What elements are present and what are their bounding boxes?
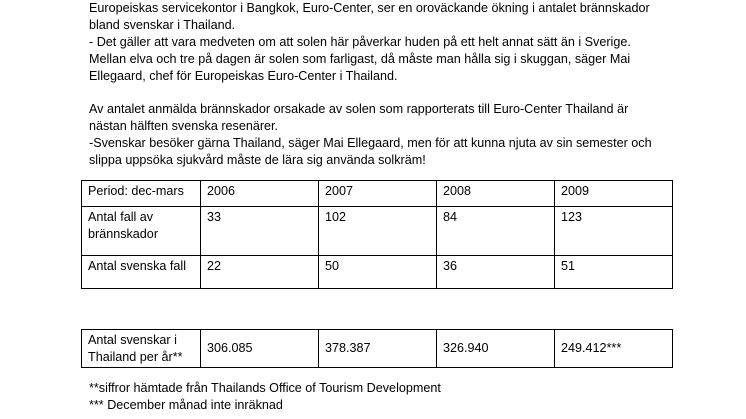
table-row bbox=[82, 256, 673, 289]
table-cell: 51 bbox=[555, 256, 673, 289]
table-cell: 33 bbox=[201, 207, 319, 256]
table-header-row bbox=[82, 181, 673, 207]
swedish-visitors-table bbox=[81, 329, 673, 368]
table-cell: 102 bbox=[319, 207, 437, 256]
table-row bbox=[82, 330, 673, 368]
header-cell: 2008 bbox=[437, 181, 555, 207]
row-label-cell: Antal svenska fall bbox=[82, 256, 201, 289]
table-cell: 249.412*** bbox=[555, 330, 673, 368]
header-cell: Period: dec-mars bbox=[82, 181, 201, 207]
burn-cases-table bbox=[81, 180, 673, 289]
table-cell: 123 bbox=[555, 207, 673, 256]
header-cell: 2006 bbox=[201, 181, 319, 207]
paragraph-statistics: Av antalet anmälda brännskador orsakade av solen som rapporterats till Euro-Center Thailand är nästan hälften svenska resenärer. -Svenskar besöker gärna Thailand, säger Mai Ellegaard, men för att kunna njuta av sin semester och slippa uppsöka sjukvård måste de lära sig använda solkräm! bbox=[89, 102, 652, 167]
header-cell: 2009 bbox=[555, 181, 673, 207]
footnote-source: **siffror hämtade från Thailands Office of Tourism Development bbox=[89, 381, 441, 395]
table-cell: 36 bbox=[437, 256, 555, 289]
paragraph-intro: Europeiskas servicekontor i Bangkok, Euro-Center, ser en oroväckande ökning i antalet brännskador bland svenskar i Thailand. - Det gäller att vara medveten om att solen här påverkar huden på ett helt annat sätt än i Sverige. Mellan elva och tre på dagen är solen som farligast, då måste man hålla sig i skuggan, säger Mai Ellegaard, chef för Europeiskas Euro-Center i Thailand. bbox=[89, 1, 650, 83]
header-cell: 2007 bbox=[319, 181, 437, 207]
table-cell: 50 bbox=[319, 256, 437, 289]
table-row bbox=[82, 207, 673, 256]
footnote-december: *** December månad inte inräknad bbox=[89, 398, 283, 412]
table-cell: 22 bbox=[201, 256, 319, 289]
table-cell: 326.940 bbox=[437, 330, 555, 368]
table-cell: 306.085 bbox=[201, 330, 319, 368]
table-cell: 378.387 bbox=[319, 330, 437, 368]
row-label-cell: Antal fall av brännskador bbox=[82, 207, 201, 256]
table-cell: 84 bbox=[437, 207, 555, 256]
row-label-cell: Antal svenskar i Thailand per år** bbox=[82, 330, 201, 368]
